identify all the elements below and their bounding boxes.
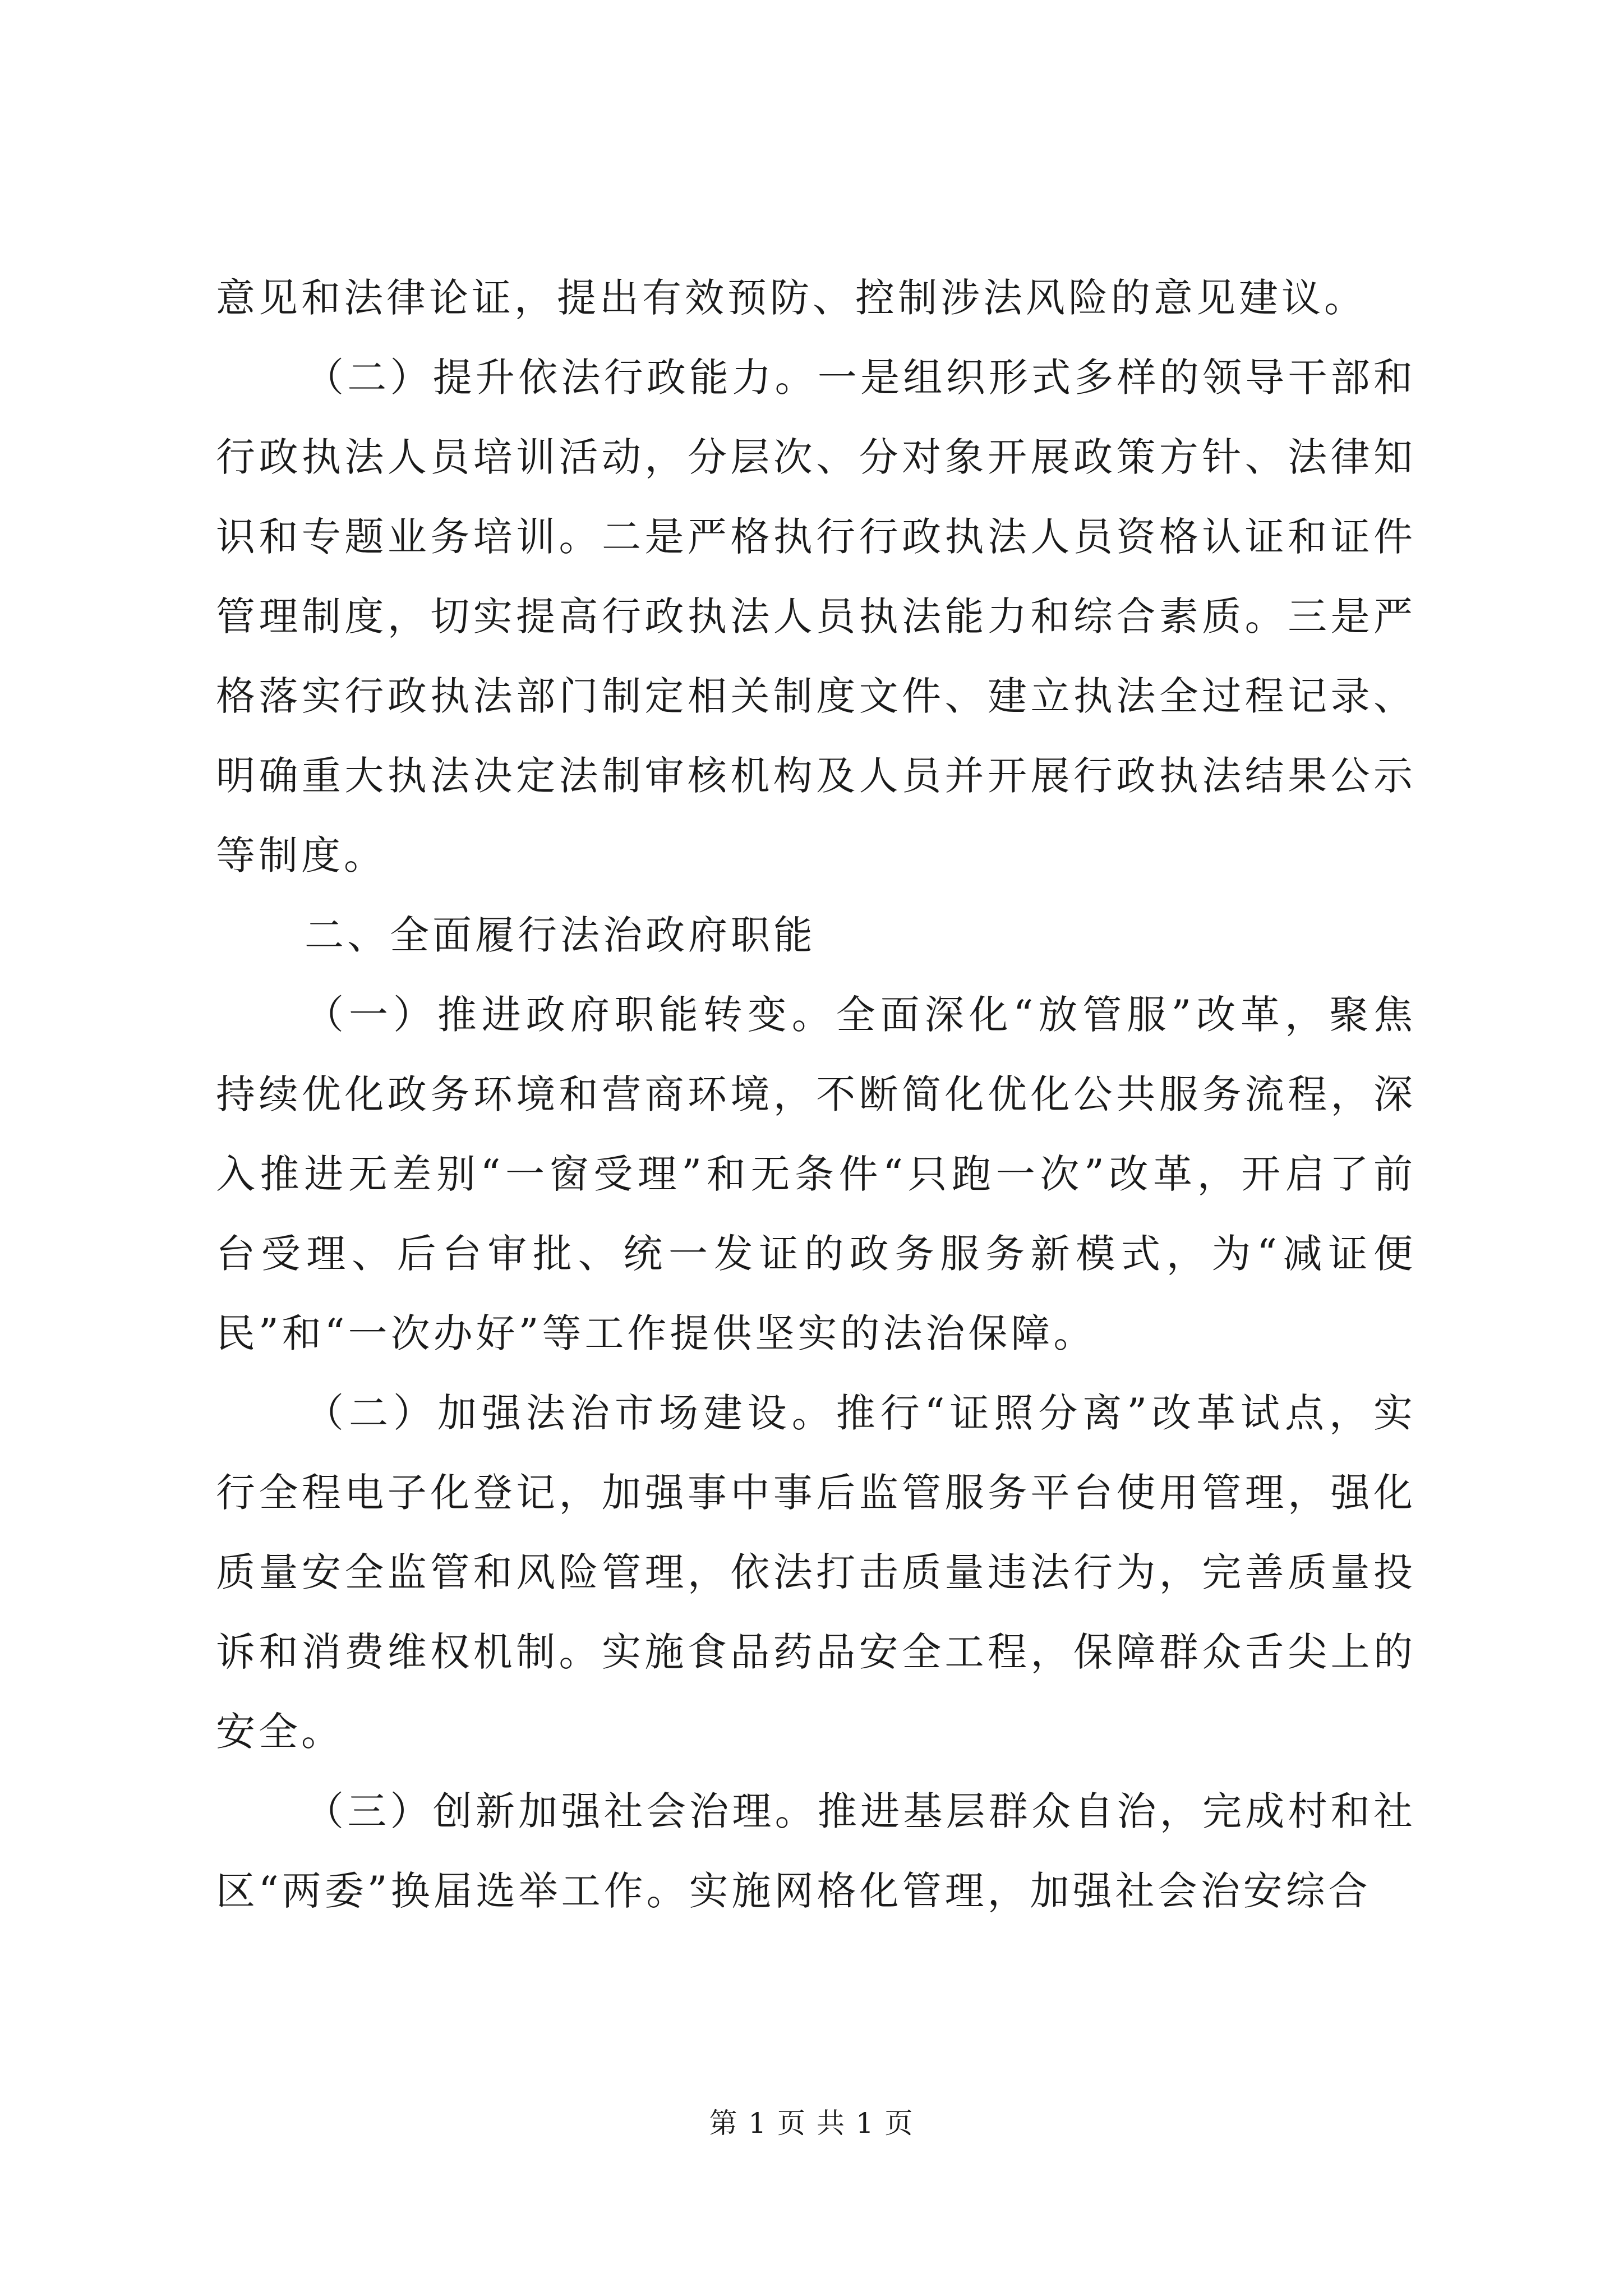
paragraph-administrative-capacity: （二）提升依法行政能力。一是组织形式多样的领导干部和行政执法人员培训活动，分层次、分对象开展政策方针、法律知识和专题业务培训。二是严格执行行政执法人员资格认证和证件管理制度，切实提高行政执法人员执法能力和综合素质。三是严格落实行政执法部门制定相关制度文件、建立执法全过程记录、明确重大执法决定法制审核机构及人员并开展行政执法结果公示等制度。 bbox=[216, 355, 1416, 878]
document-body bbox=[216, 258, 1416, 1931]
paragraph-social-governance: （三）创新加强社会治理。推进基层群众自治，完成村和社区“两委”换届选举工作。实施网格化管理，加强社会治安综合 bbox=[216, 1788, 1416, 1914]
section-heading-government-functions: 二、全面履行法治政府职能 bbox=[305, 912, 816, 958]
paragraph-function-transformation: （一）推进政府职能转变。全面深化“放管服”改革，聚焦持续优化政务环境和营商环境，不断简化优化公共服务流程，深入推进无差别“一窗受理”和无条件“只跑一次”改革，开启了前台受理、后台审批、统一发证的政务服务新模式，为“减证便民”和“一次办好”等工作提供坚实的法治保障。 bbox=[216, 992, 1416, 1356]
paragraph-market-construction: （二）加强法治市场建设。推行“证照分离”改革试点，实行全程电子化登记，加强事中事后监管服务平台使用管理，强化质量安全监管和风险管理，依法打击质量违法行为，完善质量投诉和消费维权机制。实施食品药品安全工程，保障群众舌尖上的安全。 bbox=[216, 1390, 1416, 1755]
paragraph-continuation: 意见和法律论证，提出有效预防、控制涉法风险的意见建议。 bbox=[216, 275, 1367, 321]
page-footer: 第 1 页 共 1 页 bbox=[709, 2107, 914, 2139]
